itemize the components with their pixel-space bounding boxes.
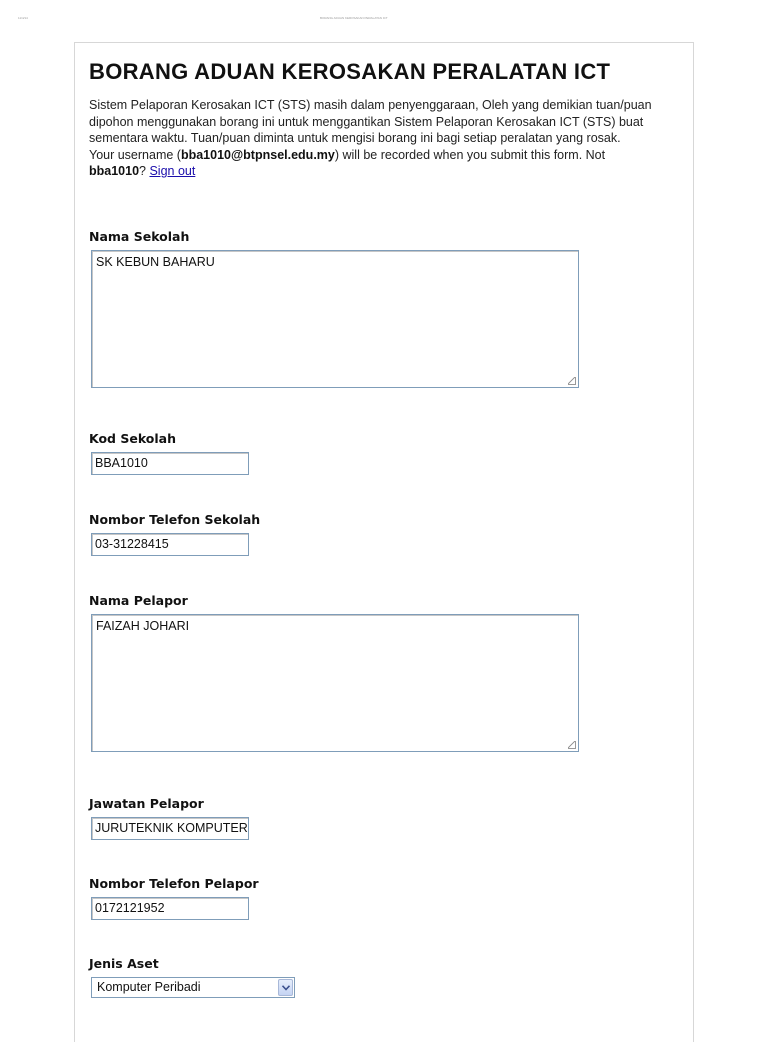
form-description (89, 97, 669, 180)
jawatan-pelapor-value: JURUTEKNIK KOMPUTER (95, 821, 248, 835)
nama-pelapor-value: FAIZAH JOHARI (96, 619, 190, 633)
field-nama-sekolah (89, 229, 579, 388)
telefon-sekolah-input[interactable] (91, 533, 249, 556)
print-header-date: 11/4/14 (18, 16, 28, 20)
chevron-down-icon (282, 985, 290, 991)
username-prefix: Your username ( (89, 147, 181, 162)
description-text: Sistem Pelaporan Kerosakan ICT (STS) masih dalam penyenggaraan, Oleh yang demikian tuan/puan dipohon menggunakan borang ini untuk menggantikan Sistem Pelaporan Kerosakan ICT (STS) buat sementara waktu. Tuan/puan diminta untuk mengisi borang ini bagi setiap peralatan yang rosak. (89, 98, 652, 145)
nama-pelapor-label: Nama Pelapor (89, 593, 188, 608)
nama-sekolah-textarea[interactable] (91, 250, 579, 388)
field-telefon-pelapor (89, 876, 259, 920)
jenis-aset-selected: Komputer Peribadi (97, 980, 201, 994)
telefon-pelapor-label: Nombor Telefon Pelapor (89, 876, 259, 891)
jawatan-pelapor-label: Jawatan Pelapor (89, 796, 204, 811)
nama-sekolah-label: Nama Sekolah (89, 229, 190, 244)
telefon-pelapor-value: 0172121952 (95, 901, 165, 915)
telefon-sekolah-value: 03-31228415 (95, 537, 169, 551)
nama-pelapor-textarea[interactable] (91, 614, 579, 752)
telefon-pelapor-input[interactable] (91, 897, 249, 920)
username-email: bba1010@btpnsel.edu.my (180, 147, 335, 162)
field-kod-sekolah (89, 431, 249, 475)
kod-sekolah-input[interactable] (91, 452, 249, 475)
field-telefon-sekolah (89, 512, 260, 556)
dropdown-button[interactable] (278, 979, 293, 996)
field-jawatan-pelapor (89, 796, 249, 840)
telefon-sekolah-label: Nombor Telefon Sekolah (89, 512, 261, 527)
resize-grip-icon[interactable] (568, 741, 576, 749)
username-suffix: ) will be recorded when you submit this form. Not (334, 147, 606, 162)
form-container (89, 57, 669, 994)
kod-sekolah-label: Kod Sekolah (89, 431, 177, 446)
field-nama-pelapor (89, 593, 579, 752)
nama-sekolah-value: SK KEBUN BAHARU (96, 255, 215, 269)
username-short: bba1010 (89, 164, 140, 178)
jenis-aset-label: Jenis Aset (89, 956, 159, 971)
resize-grip-icon[interactable] (568, 377, 576, 385)
print-header-title: BORANG ADUAN KEROSAKAN PERALATAN ICT (320, 16, 388, 20)
question-mark: ? (139, 164, 146, 178)
form-page (74, 42, 694, 1042)
form-title: BORANG ADUAN KEROSAKAN PERALATAN ICT (89, 59, 611, 84)
sign-out-link[interactable]: Sign out (149, 164, 196, 178)
jawatan-pelapor-input[interactable] (91, 817, 249, 840)
kod-sekolah-value: BBA1010 (95, 456, 148, 470)
jenis-aset-select[interactable] (91, 977, 295, 998)
field-jenis-aset (89, 956, 295, 998)
